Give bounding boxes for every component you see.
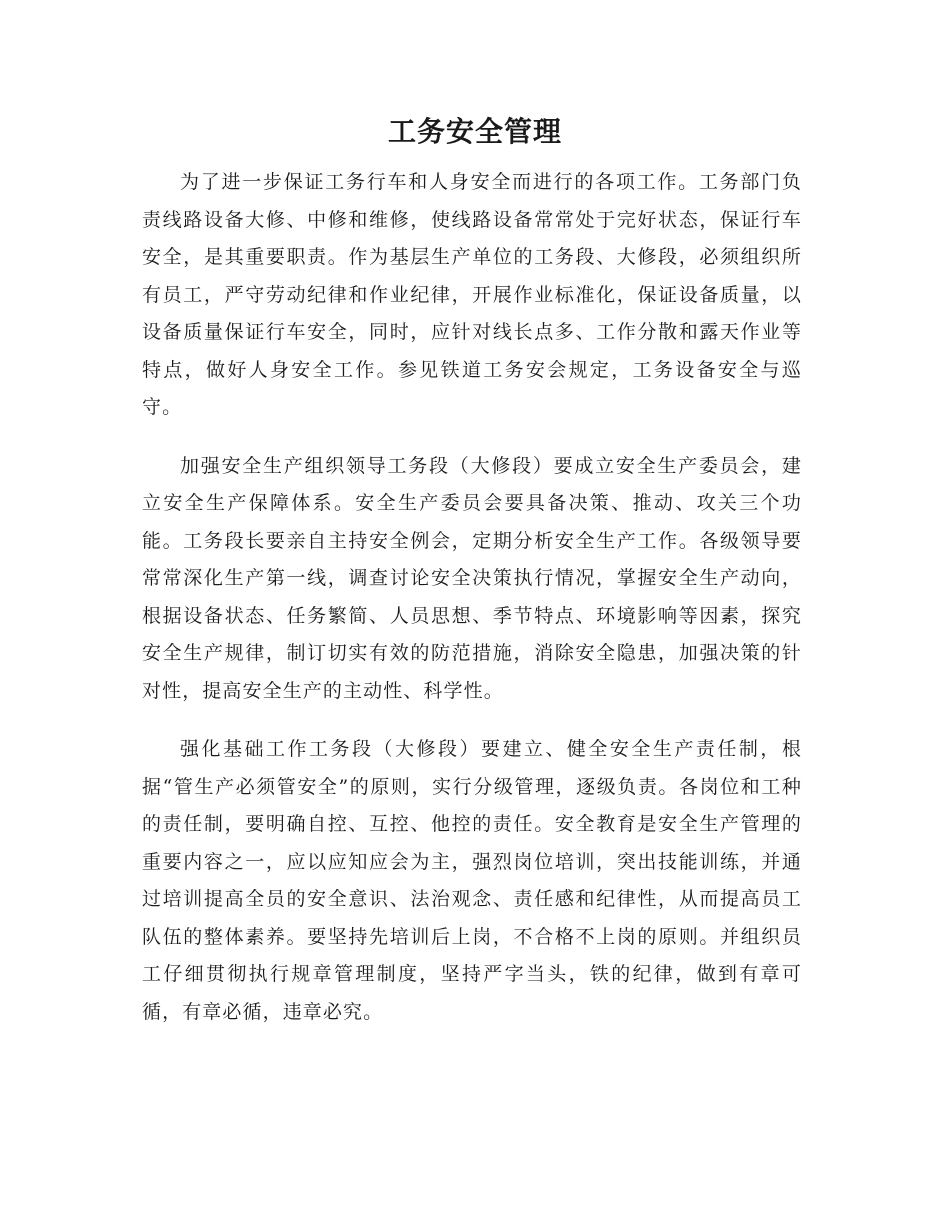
paragraph-intro: 为了进一步保证工务行车和人身安全而进行的各项工作。工务部门负责线路设备大修、中修和维修，使线路设备常常处于完好状态，保证行车安全，是其重要职责。作为基层生产单位的工务段、大修段，必须组织所有员工，严守劳动纪律和作业纪律，开展作业标准化，保证设备质量，以设备质量保证行车安全，同时，应针对线长点多、工作分散和露天作业等特点，做好人身安全工作。参见铁道工务安会规定，工务设备安全与巡守。 [142,171,802,418]
document-body [142,164,802,1052]
document-title: 工务安全管理 [387,115,562,148]
paragraph-organization: 加强安全生产组织领导工务段（大修段）要成立安全生产委员会，建立安全生产保障体系。安全生产委员会要具备决策、推动、攻关三个功能。工务段长要亲自主持安全例会，定期分析安全生产工作。各级领导要常常深化生产第一线，调查讨论安全决策执行情况，掌握安全生产动向，根据设备状态、任务繁简、人员思想、季节特点、环境影响等因素，探究安全生产规律，制订切实有效的防范措施，消除安全隐患，加强决策的针对性，提高安全生产的主动性、科学性。 [142,454,802,702]
paragraph-foundation: 强化基础工作工务段（大修段）要建立、健全安全生产责任制，根据“管生产必须管安全”的原则，实行分级管理，逐级负责。各岗位和工种的责任制，要明确自控、互控、他控的责任。安全教育是安全生产管理的重要内容之一，应以应知应会为主，强烈岗位培训，突出技能训练，并通过培训提高全员的安全意识、法治观念、责任感和纪律性，从而提高员工队伍的整体素养。要坚持先培训后上岗，不合格不上岗的原则。并组织员工仔细贯彻执行规章管理制度，坚持严字当头，铁的纪律，做到有章可循，有章必循，违章必究。 [142,738,802,1023]
